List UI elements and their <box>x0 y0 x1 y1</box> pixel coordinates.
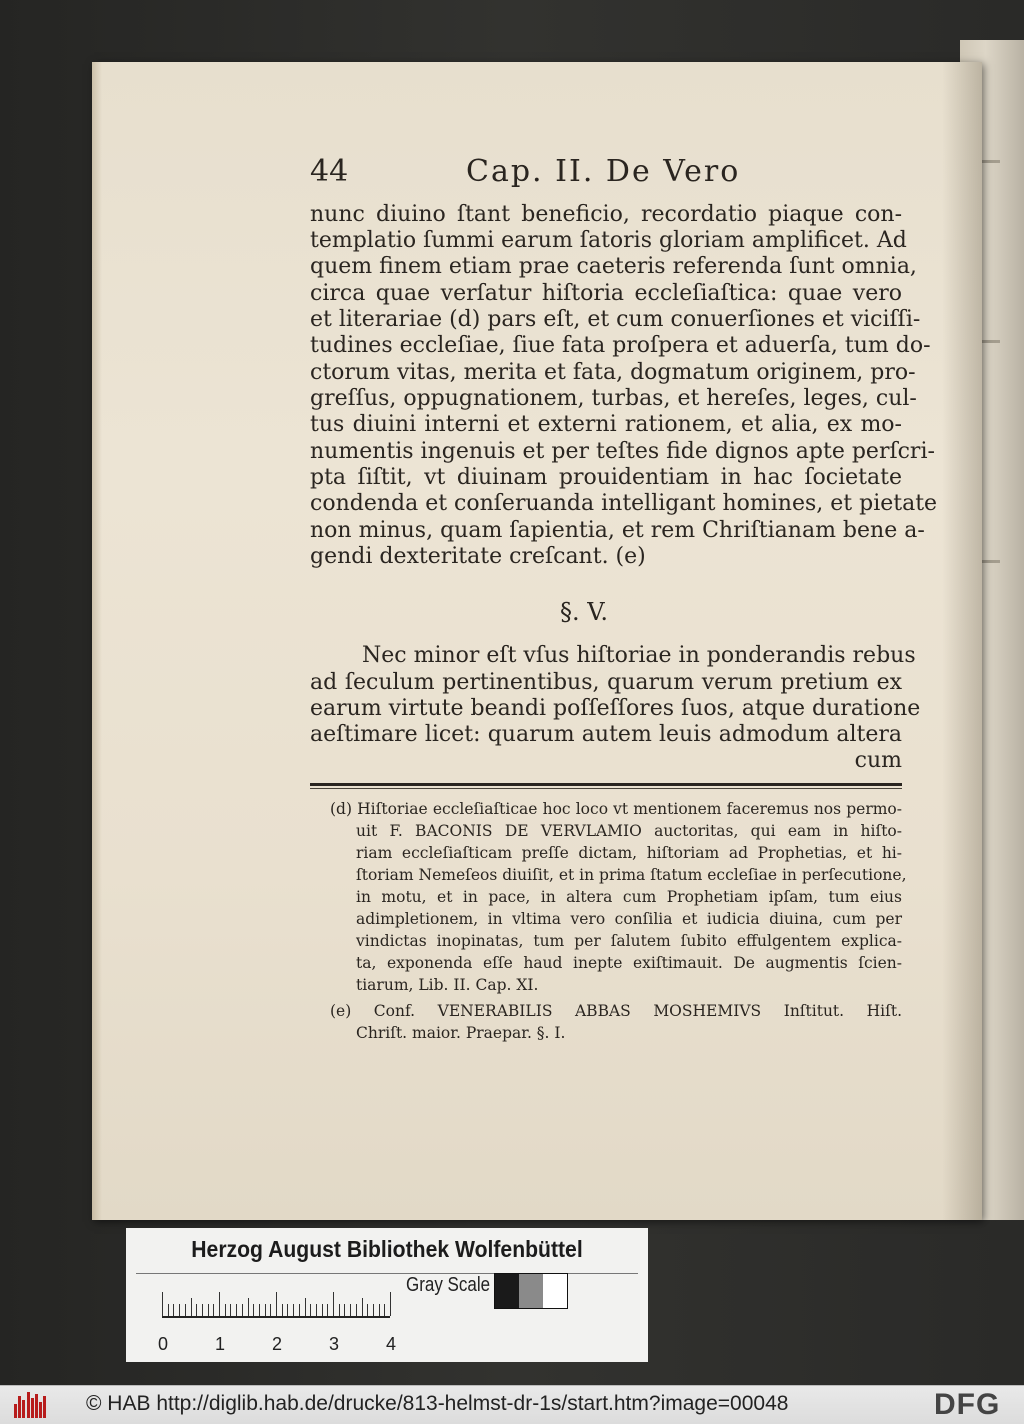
ruler-tick <box>168 1304 169 1316</box>
text-line: tus diuini interni et externi rationem, et alia, ex mo- <box>310 412 902 437</box>
ruler-tick <box>339 1304 340 1316</box>
logo-bar <box>18 1396 21 1418</box>
text-line: ad ſeculum pertinentibus, quarum verum pretium ex <box>310 670 902 695</box>
scale-number: 4 <box>386 1334 397 1354</box>
footnote-line: in motu, et in pace, in altera cum Prophetiam ipſam, tum eius <box>356 888 902 906</box>
text-line: gendi dexteritate creſcant. (e) <box>310 544 646 569</box>
credit-link[interactable]: © HAB http://diglib.hab.de/drucke/813-helmst-dr-1s/start.htm?image=00048 <box>86 1392 789 1415</box>
grayscale-swatch-mid <box>519 1274 543 1308</box>
ruler-tick <box>208 1304 209 1316</box>
ruler-tick <box>390 1292 391 1316</box>
ruler-tick <box>230 1304 231 1316</box>
footnote-line: ta, exponenda eſſe haud inepte exiſtimauit. De augmentis ſcien- <box>356 954 902 972</box>
ruler-tick <box>310 1304 311 1316</box>
logo-bar <box>31 1398 34 1418</box>
ruler-scale <box>158 1286 397 1358</box>
scale-number: 1 <box>215 1334 226 1354</box>
footnote-line: (d) Hiſtoriae eccleſiaſticae hoc loco vt mentionem faceremus nos permo- <box>330 800 902 818</box>
text-line: aeſtimare licet: quarum autem leuis admodum altera <box>310 722 902 747</box>
ruler-tick <box>322 1304 323 1316</box>
ruler-tick <box>202 1304 203 1316</box>
ruler-tick <box>373 1304 374 1316</box>
ruler-tick <box>305 1298 306 1316</box>
text-line: circa quae verſatur hiſtoria eccleſiaſtica: quae vero <box>310 281 902 306</box>
hab-logo-icon[interactable] <box>14 1392 48 1418</box>
grayscale-bar <box>494 1273 568 1309</box>
dfg-logo[interactable]: DFG <box>934 1388 1001 1421</box>
ruler-tick <box>219 1292 220 1316</box>
ruler-tick <box>344 1304 345 1316</box>
logo-bar <box>43 1396 46 1418</box>
ruler-tick <box>384 1304 385 1316</box>
ruler-tick <box>316 1304 317 1316</box>
ruler-tick <box>293 1304 294 1316</box>
text-line: greſſus, oppugnationem, turbas, et hereſes, leges, cul- <box>310 386 917 411</box>
ruler-tick <box>248 1298 249 1316</box>
library-name: Herzog August Bibliothek Wolfenbüttel <box>191 1236 583 1262</box>
ruler-tick <box>327 1304 328 1316</box>
ruler-tick <box>299 1304 300 1316</box>
ruler-tick <box>333 1292 334 1316</box>
text-line: templatio ſummi earum ſatoris gloriam amplificet. Ad <box>310 228 907 253</box>
page-left-edge <box>92 62 102 1220</box>
text-line: tudines eccleſiae, ſiue fata proſpera et aduerſa, tum do- <box>310 333 931 358</box>
logo-bar <box>14 1404 17 1418</box>
ruler-tick <box>367 1304 368 1316</box>
ruler-baseline <box>162 1316 390 1318</box>
text-line: Nec minor eſt vſus hiſtoriae in ponderandis rebus <box>362 643 916 668</box>
running-head <box>310 150 910 194</box>
chapter-title: Cap. II. De Vero <box>466 154 741 189</box>
text-line: pta ſiſtit, vt diuinam prouidentiam in hac ſocietate <box>310 465 902 490</box>
ruler-tick <box>213 1304 214 1316</box>
ruler-tick <box>225 1304 226 1316</box>
logo-bar <box>27 1392 30 1418</box>
section-heading: §. V. <box>560 598 609 626</box>
catchword: cum <box>854 748 902 773</box>
footnote-line: adimpletionem, in vltima vero conſilia et iudicia diuina, cum per <box>356 910 902 928</box>
text-line: earum virtute beandi poſſeſſores ſuos, atque duratione <box>310 696 921 721</box>
grayscale-swatch-dark <box>495 1274 519 1308</box>
ruler-tick <box>276 1292 277 1316</box>
text-line: ctorum vitas, merita et fata, dogmatum originem, pro- <box>310 360 916 385</box>
grayscale-swatch-light <box>543 1274 567 1308</box>
ruler-tick <box>287 1304 288 1316</box>
logo-bar <box>35 1394 38 1418</box>
page-number: 44 <box>310 154 349 189</box>
text-line: condenda et conſeruanda intelligant homines, et pietate <box>310 491 938 516</box>
logo-bar <box>22 1400 25 1418</box>
logo-bar <box>39 1402 42 1418</box>
ruler-tick <box>179 1304 180 1316</box>
footnote-line: vindictas inopinatas, tum per ſalutem ſubito effulgentem explica- <box>356 932 902 950</box>
footnote-line: ſtoriam Nemeſeos diuiſit, et in prima ſtatum eccleſiae in perſecutione, <box>356 866 907 884</box>
ruler-tick <box>356 1304 357 1316</box>
ruler-tick <box>196 1304 197 1316</box>
grayscale-label: Gray Scale <box>406 1274 491 1296</box>
ruler-tick <box>162 1292 163 1316</box>
ruler-tick <box>185 1304 186 1316</box>
ruler-tick <box>259 1304 260 1316</box>
ruler-tick <box>173 1304 174 1316</box>
text-line: non minus, quam ſapientia, et rem Chriſtianam bene a- <box>310 518 925 543</box>
text-line: quem finem etiam prae caeteris referenda ſunt omnia, <box>310 254 917 279</box>
ruler-tick <box>265 1304 266 1316</box>
footnote-line: tiarum, Lib. II. Cap. XI. <box>356 976 539 994</box>
scale-number: 3 <box>329 1334 340 1354</box>
page-gutter-shadow <box>942 62 982 1220</box>
viewer-footer <box>0 1385 1024 1424</box>
ruler-tick <box>350 1304 351 1316</box>
footnote-line: riam eccleſiaſticam preſſe dictam, hiſtoriam ad Prophetias, et hi- <box>356 844 902 862</box>
ruler-tick <box>379 1304 380 1316</box>
footnote-rule <box>310 783 902 786</box>
ruler-tick <box>270 1304 271 1316</box>
ruler-tick <box>282 1304 283 1316</box>
text-line: et literariae (d) pars eſt, et cum conuerſiones et viciſſi- <box>310 307 921 332</box>
ruler-tick <box>236 1304 237 1316</box>
ruler-tick <box>362 1298 363 1316</box>
ruler-tick <box>242 1304 243 1316</box>
footnote-line: (e) Conf. VENERABILIS ABBAS MOSHEMIVS Inſtitut. Hiſt. <box>330 1002 902 1020</box>
scale-number: 2 <box>272 1334 283 1354</box>
text-line: nunc diuino ſtant beneficio, recordatio piaque con- <box>310 202 902 227</box>
library-label-card <box>126 1228 648 1362</box>
scale-number: 0 <box>158 1334 169 1354</box>
footnote-line: uit F. BACONIS DE VERVLAMIO auctoritas, qui eam in hiſto- <box>356 822 902 840</box>
text-line: numentis ingenuis et per teſtes fide dignos apte perſcri- <box>310 439 935 464</box>
footnote-line: Chriſt. maior. Praepar. §. I. <box>356 1024 566 1042</box>
ruler-tick <box>253 1304 254 1316</box>
ruler-tick <box>191 1298 192 1316</box>
